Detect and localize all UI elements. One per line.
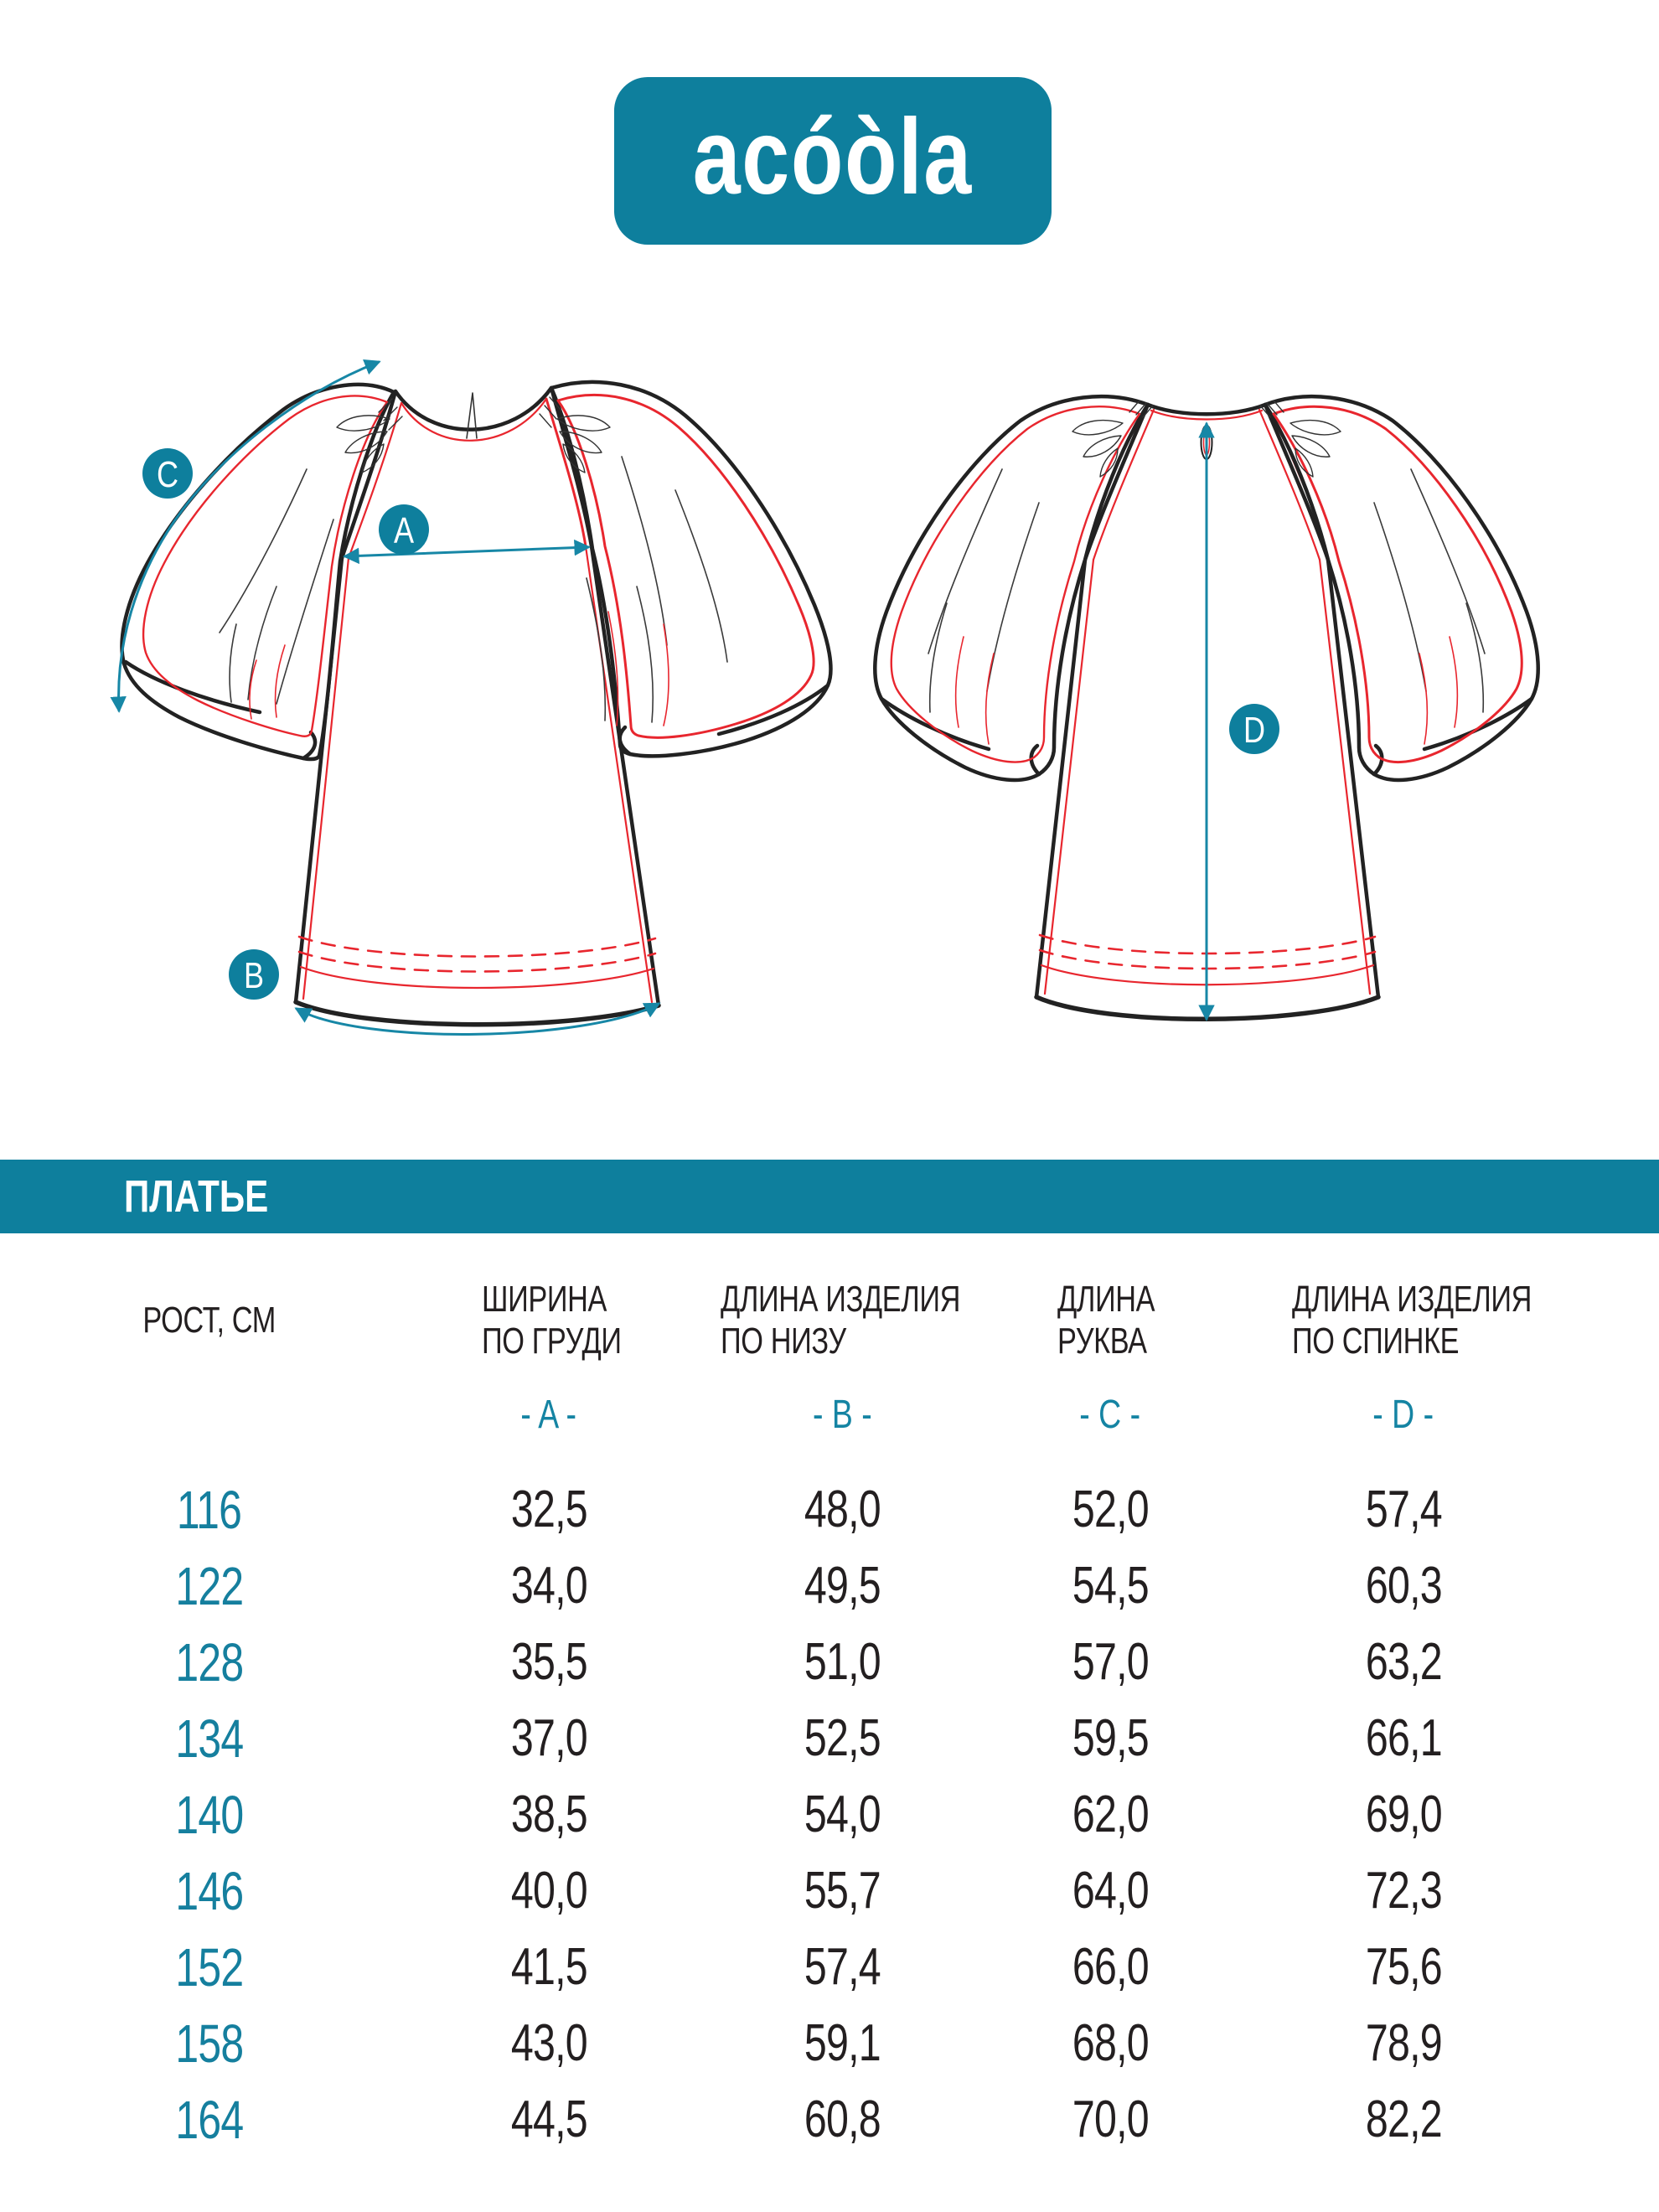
value-cell-c: 70,0: [1072, 2091, 1149, 2148]
value-cell-a: 43,0: [510, 2014, 587, 2072]
value-cell-b: 55,7: [804, 1862, 881, 1920]
value-cell-a: 38,5: [510, 1786, 587, 1843]
section-title: [124, 1171, 309, 1222]
value-cell-b: 49,5: [804, 1557, 881, 1615]
label-b-text: B: [243, 954, 265, 996]
value-cell-c: 66,0: [1072, 1938, 1149, 1996]
value-cell-d: 63,2: [1365, 1633, 1442, 1691]
section-title-text: ПЛАТЬЕ: [124, 1171, 269, 1222]
value-cell-b: 51,0: [804, 1633, 881, 1691]
label-circle-a: [379, 504, 429, 555]
back-view-drawing: [875, 396, 1538, 1019]
value-cell-d: 66,1: [1365, 1709, 1442, 1767]
value-cell-c: 59,5: [1072, 1709, 1149, 1767]
table-letter-row: [0, 1393, 1592, 1436]
header-col-b: ДЛИНА ИЗДЕЛИЯ ПО НИЗУ: [721, 1279, 961, 1362]
value-cell-b: 57,4: [804, 1938, 881, 1996]
value-cell-a: 40,0: [510, 1862, 587, 1920]
value-cell-c: 52,0: [1072, 1481, 1149, 1538]
front-sleeve-left: [122, 385, 394, 759]
value-cell-d: 57,4: [1365, 1481, 1442, 1538]
size-cell: 140: [175, 1784, 244, 1845]
letter-spacer: [0, 1393, 419, 1436]
size-cell: 164: [175, 2089, 244, 2150]
size-cell: 128: [175, 1631, 244, 1693]
value-cell-b: 48,0: [804, 1481, 881, 1538]
letter-b: - B -: [812, 1392, 872, 1437]
table-row: [0, 2081, 1592, 2158]
label-circle-b: [229, 949, 279, 1000]
label-circle-d: [1229, 704, 1279, 754]
value-cell-b: 60,8: [804, 2091, 881, 2148]
value-cell-a: 41,5: [510, 1938, 587, 1996]
size-cell: 116: [177, 1479, 242, 1540]
header-height: РОСТ, СМ: [142, 1300, 276, 1341]
value-cell-c: 68,0: [1072, 2014, 1149, 2072]
table-row: [0, 1853, 1592, 1929]
value-cell-a: 44,5: [510, 2091, 587, 2148]
measure-b-arrow: [297, 1004, 659, 1034]
table-row: [0, 1776, 1592, 1853]
value-cell-d: 69,0: [1365, 1786, 1442, 1843]
size-cell: 158: [175, 2013, 244, 2074]
value-cell-d: 78,9: [1365, 2014, 1442, 2072]
brand-logo-text: acóòla: [693, 97, 973, 217]
table-header: [0, 1277, 1592, 1364]
size-cell: 146: [175, 1860, 244, 1921]
section-banner: [0, 1160, 1659, 1233]
letter-a: - A -: [520, 1392, 577, 1437]
value-cell-c: 62,0: [1072, 1786, 1149, 1843]
value-cell-b: 52,5: [804, 1709, 881, 1767]
header-col-d: ДЛИНА ИЗДЕЛИЯ ПО СПИНКЕ: [1292, 1279, 1532, 1362]
value-cell-c: 57,0: [1072, 1633, 1149, 1691]
table-row: [0, 1471, 1592, 1548]
back-sleeve-right: [1265, 396, 1538, 780]
back-sleeve-left: [875, 396, 1148, 780]
label-c-text: C: [156, 453, 179, 495]
size-cell: 152: [175, 1936, 244, 1998]
front-view-drawing: [119, 362, 831, 1034]
value-cell-a: 35,5: [510, 1633, 587, 1691]
value-cell-c: 54,5: [1072, 1557, 1149, 1615]
value-cell-d: 60,3: [1365, 1557, 1442, 1615]
value-cell-a: 32,5: [510, 1481, 587, 1538]
table-row: [0, 1700, 1592, 1776]
value-cell-d: 72,3: [1365, 1862, 1442, 1920]
label-circle-c: [142, 448, 193, 499]
label-d-text: D: [1243, 709, 1266, 751]
table-row: [0, 1624, 1592, 1700]
value-cell-c: 64,0: [1072, 1862, 1149, 1920]
header-col-a: ШИРИНА ПО ГРУДИ: [482, 1279, 622, 1362]
value-cell-a: 34,0: [510, 1557, 587, 1615]
dress-technical-drawing: [0, 201, 1659, 1156]
table-row: [0, 2005, 1592, 2081]
value-cell-d: 75,6: [1365, 1938, 1442, 1996]
table-row: [0, 1929, 1592, 2005]
table-body: [0, 1471, 1592, 2158]
value-cell-a: 37,0: [510, 1709, 587, 1767]
value-cell-b: 54,0: [804, 1786, 881, 1843]
header-col-c: ДЛИНА РУКВА: [1057, 1279, 1155, 1362]
table-row: [0, 1548, 1592, 1624]
label-a-text: A: [393, 509, 415, 551]
letter-d: - D -: [1372, 1392, 1434, 1437]
value-cell-d: 82,2: [1365, 2091, 1442, 2148]
size-cell: 134: [175, 1708, 244, 1769]
letter-c: - C -: [1079, 1392, 1141, 1437]
measure-a-arrow: [345, 547, 588, 556]
value-cell-b: 59,1: [804, 2014, 881, 2072]
size-cell: 122: [175, 1555, 244, 1616]
